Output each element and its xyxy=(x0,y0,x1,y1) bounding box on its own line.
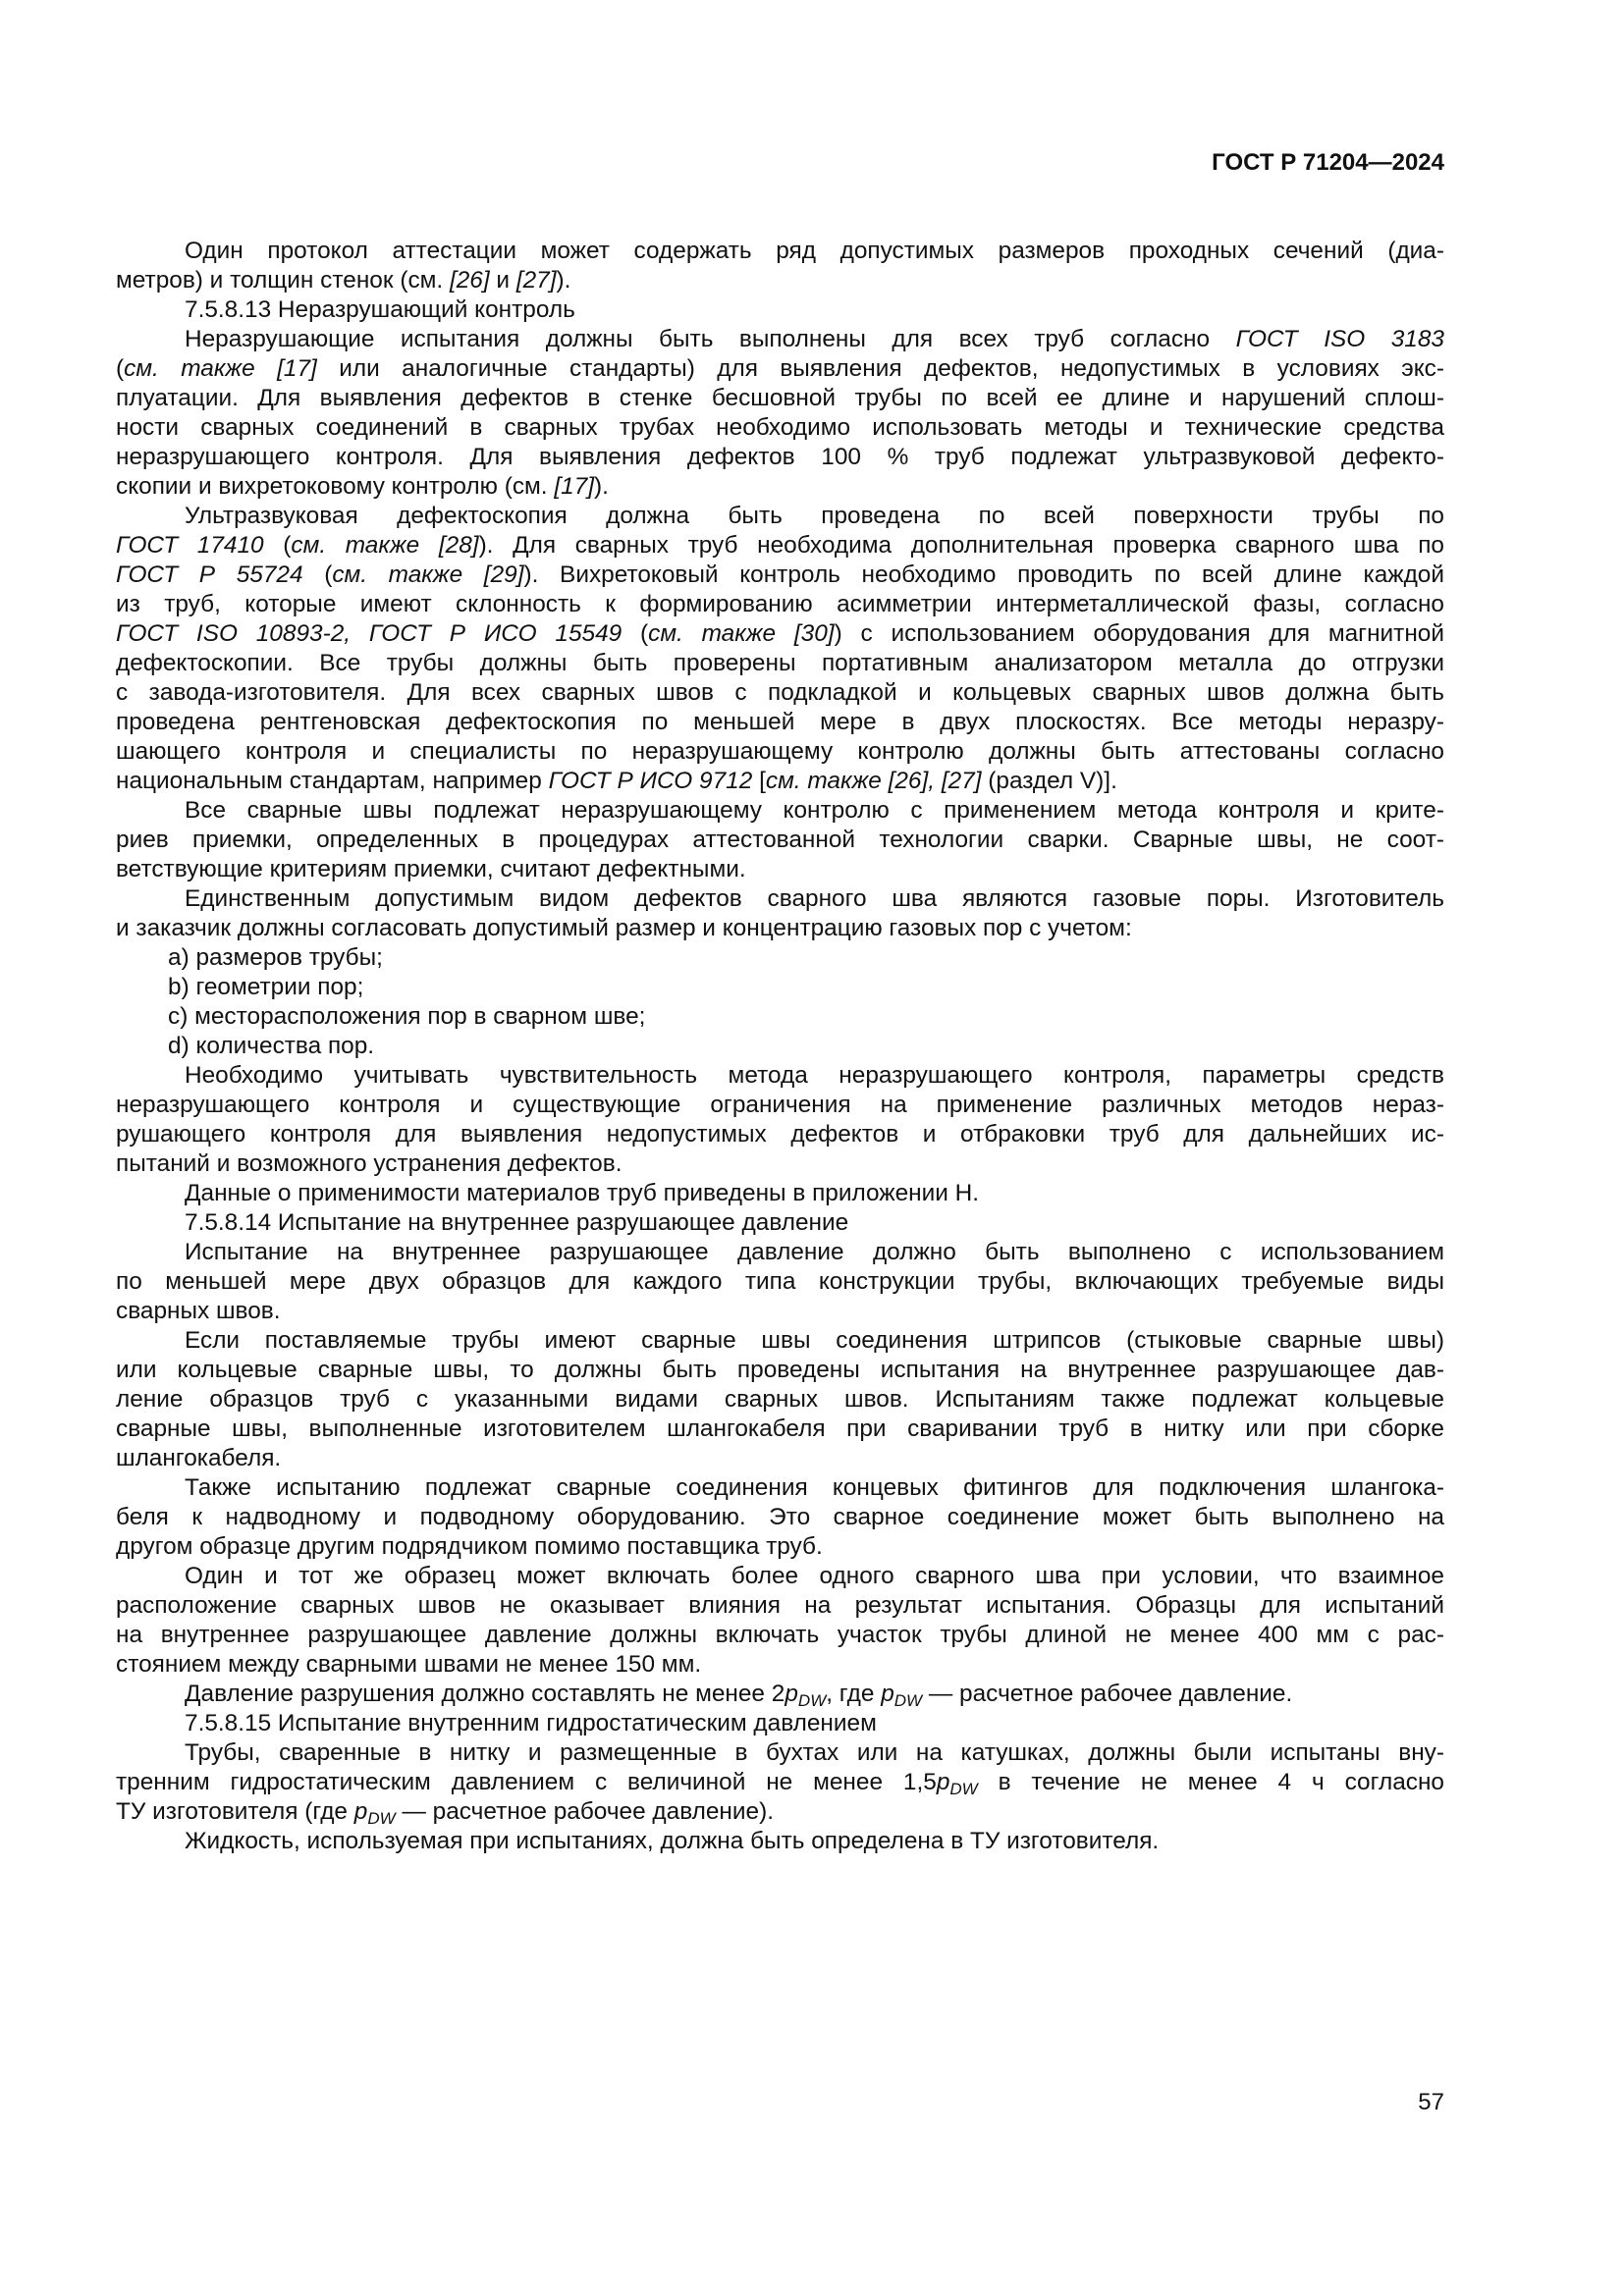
list-item: d) количества пор. xyxy=(168,1033,375,1059)
text-line: метров) и толщин стенок (см. [26] и [27]). xyxy=(116,267,571,294)
text-line: пытаний и возможного устранения дефектов. xyxy=(116,1150,623,1177)
text-line: проведена рентгеновская дефектоскопия по меньшей мере в двух плоскостях. Все методы неразру- xyxy=(116,709,1444,735)
text-line: сварные швы, выполненные изготовителем шлангокабеля при сваривании труб в нитку или при сборке xyxy=(116,1415,1444,1442)
text-line: Жидкость, используемая при испытаниях, должна быть определена в ТУ изготовителя. xyxy=(185,1828,1160,1854)
text-line: стоянием между сварными швами не менее 150 мм. xyxy=(116,1651,702,1678)
text-line: Все сварные швы подлежат неразрушающему контролю с применением метода контроля и крите- xyxy=(185,797,1444,824)
text-line: Единственным допустимым видом дефектов сварного шва являются газовые поры. Изготовитель xyxy=(185,885,1444,912)
page-number: 57 xyxy=(1418,2089,1444,2115)
text-line: Испытание на внутреннее разрушающее давление должно быть выполнено с использованием xyxy=(185,1239,1444,1265)
text-line: ности сварных соединений в сварных трубах необходимо использовать методы и технические средства xyxy=(116,414,1444,441)
standard-designation: ГОСТ Р 71204—2024 xyxy=(1212,149,1444,176)
text-line: Если поставляемые трубы имеют сварные швы соединения штрипсов (стыковые сварные швы) xyxy=(185,1327,1444,1354)
text-line: шлангокабеля. xyxy=(116,1445,282,1471)
list-item: b) геометрии пор; xyxy=(168,974,364,1000)
text-line: ГОСТ Р 55724 (см. также [29]). Вихретоковый контроль необходимо проводить по всей длине каждой xyxy=(116,561,1444,588)
text-line: Неразрушающие испытания должны быть выполнены для всех труб согласно ГОСТ ISO 3183 xyxy=(185,326,1444,352)
text-line: с завода-изготовителя. Для всех сварных швов с подкладкой и кольцевых сварных швов должна быть xyxy=(116,679,1444,706)
text-line: или кольцевые сварные швы, то должны быть проведены испытания на внутреннее разрушающее дав- xyxy=(116,1357,1444,1383)
text-line: ГОСТ ISO 10893-2, ГОСТ Р ИСО 15549 (см. также [30]) с использованием оборудования для магнитной xyxy=(116,620,1444,647)
text-line: беля к надводному и подводному оборудованию. Это сварное соединение может быть выполнено на xyxy=(116,1504,1444,1530)
text-line: Ультразвуковая дефектоскопия должна быть проведена по всей поверхности трубы по xyxy=(185,503,1444,529)
list-item: a) размеров трубы; xyxy=(168,944,383,971)
section-heading: 7.5.8.14 Испытание на внутреннее разрушающее давление xyxy=(185,1209,849,1236)
text-line: расположение сварных швов не оказывает влияния на результат испытания. Образцы для испытаний xyxy=(116,1592,1444,1619)
text-line: неразрушающего контроля и существующие ограничения на применение различных методов нераз- xyxy=(116,1092,1444,1118)
text-line: риев приемки, определенных в процедурах аттестованной технологии сварки. Сварные швы, не соот- xyxy=(116,827,1444,853)
text-line: неразрушающего контроля. Для выявления дефектов 100 % труб подлежат ультразвуковой дефекто- xyxy=(116,444,1444,470)
text-line: сварных швов. xyxy=(116,1298,281,1324)
text-line: скопии и вихретоковому контролю (см. [17]). xyxy=(116,473,609,500)
text-line: Один протокол аттестации может содержать ряд допустимых размеров проходных сечений (диа- xyxy=(185,238,1444,264)
text-line: шающего контроля и специалисты по неразрушающему контролю должны быть аттестованы согласно xyxy=(116,738,1444,765)
text-line: другом образце другим подрядчиком помимо поставщика труб. xyxy=(116,1533,823,1560)
text-line: национальным стандартам, например ГОСТ Р ИСО 9712 [см. также [26], [27] (раздел V)]. xyxy=(116,768,1117,794)
text-line: и заказчик должны согласовать допустимый размер и концентрацию газовых пор с учетом: xyxy=(116,915,1132,941)
text-line: Давление разрушения должно составлять не менее $2p_{DW}$, где $p_{DW}$ — расчетное рабочее давление. xyxy=(185,1681,1293,1710)
text-line: рушающего контроля для выявления недопустимых дефектов и отбраковки труб для дальнейших ис- xyxy=(116,1121,1444,1148)
text-line: Данные о применимости материалов труб приведены в приложении Н. xyxy=(185,1180,980,1206)
text-line: плуатации. Для выявления дефектов в стенке бесшовной трубы по всей ее длине и нарушений сплош- xyxy=(116,385,1444,411)
text-line: (см. также [17] или аналогичные стандарты) для выявления дефектов, недопустимых в условиях экс- xyxy=(116,355,1444,382)
text-line: ТУ изготовителя (где $p_{DW}$ — расчетное рабочее давление). xyxy=(116,1798,774,1828)
text-line: по меньшей мере двух образцов для каждого типа конструкции трубы, включающих требуемые виды xyxy=(116,1268,1444,1295)
text-line: Необходимо учитывать чувствительность метода неразрушающего контроля, параметры средств xyxy=(185,1062,1444,1089)
text-line: ГОСТ 17410 (см. также [28]). Для сварных труб необходима дополнительная проверка сварного шва по xyxy=(116,532,1444,559)
text-line: Также испытанию подлежат сварные соединения концевых фитингов для подключения шлангока- xyxy=(185,1474,1444,1501)
text-line: тренним гидростатическим давлением с величиной не менее $1,5p_{DW}$ в течение не менее 4 ч согласно xyxy=(116,1769,1444,1797)
text-line: из труб, которые имеют склонность к формированию асимметрии интерметаллической фазы, согласно xyxy=(116,591,1444,617)
text-line: Один и тот же образец может включать более одного сварного шва при условии, что взаимное xyxy=(185,1563,1444,1589)
text-line: на внутреннее разрушающее давление должны включать участок трубы длиной не менее 400 мм с рас- xyxy=(116,1622,1444,1648)
text-line: ление образцов труб с указанными видами сварных швов. Испытаниям также подлежат кольцевые xyxy=(116,1386,1444,1413)
section-heading: 7.5.8.13 Неразрушающий контроль xyxy=(185,296,575,323)
text-line: дефектоскопии. Все трубы должны быть проверены портативным анализатором металла до отгрузки xyxy=(116,650,1444,676)
list-item: c) месторасположения пор в сварном шве; xyxy=(168,1003,646,1030)
section-heading: 7.5.8.15 Испытание внутренним гидростатическим давлением xyxy=(185,1710,877,1736)
text-line: Трубы, сваренные в нитку и размещенные в бухтах или на катушках, должны были испытаны вну- xyxy=(185,1739,1444,1766)
text-line: ветствующие критериям приемки, считают дефектными. xyxy=(116,856,746,882)
